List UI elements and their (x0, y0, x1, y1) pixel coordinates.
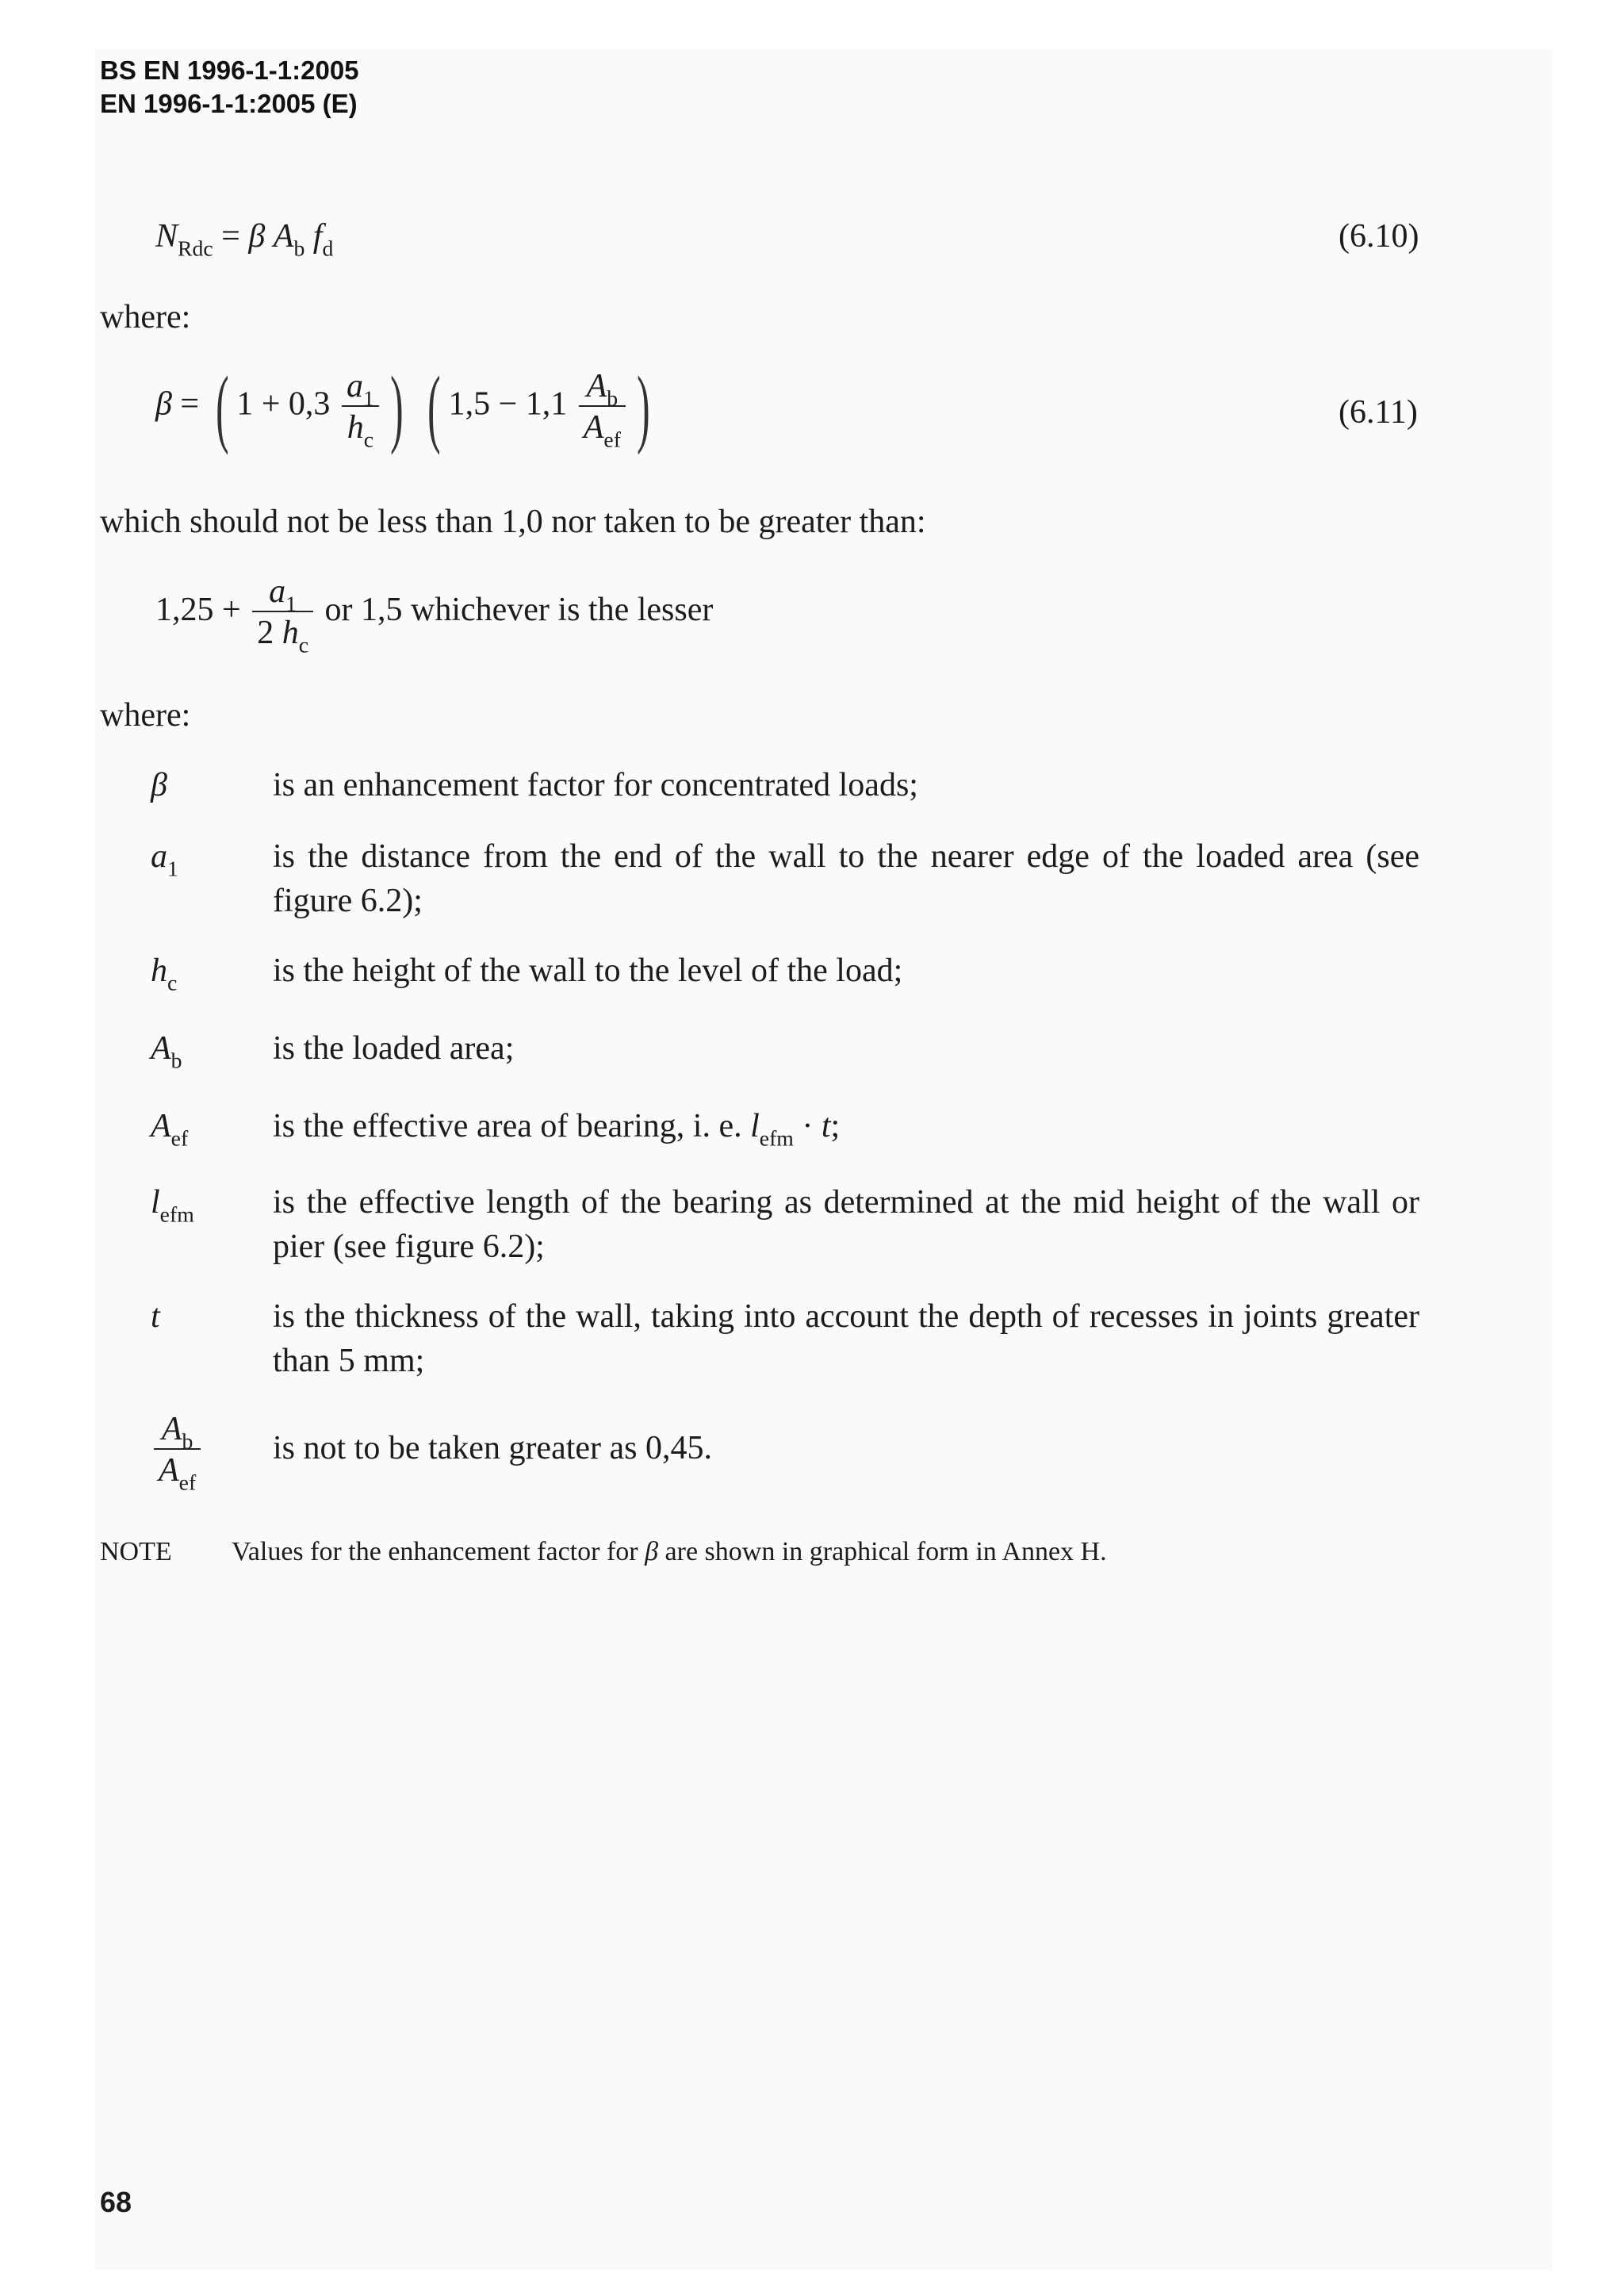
eq-symbol-a: A (273, 218, 294, 255)
eq-equals: = (180, 385, 200, 423)
where-label: where: (100, 299, 191, 335)
definition-symbol: $a_1$ (151, 838, 178, 881)
limit-expression (155, 573, 714, 657)
eq-symbol-beta: β (155, 385, 172, 423)
definition-text: is the height of the wall to the level of the load; (273, 953, 903, 989)
definition-symbol: t (151, 1298, 160, 1335)
eq-constant: 1,5 − 1,1 (448, 385, 568, 423)
definition-text: is an enhancement factor for concentrated loads; (273, 767, 918, 803)
definition-text: is the effective length of the bearing as determined at the mid height of the wall or pier (see figure 6.2); (273, 1184, 1419, 1265)
limit-tail-text: or 1,5 whichever is the lesser (324, 591, 714, 628)
note-label: NOTE (100, 1537, 172, 1566)
definition-symbol: $h_c$ (151, 953, 178, 995)
definition-text: is the effective area of bearing, i. e. $l_{efm} \cdot t$; (273, 1108, 841, 1151)
eq-term-2: ( 1,5 − 1,1 $\frac{A_b}{A_{ef}}$ ) (427, 358, 650, 455)
definition-symbol: $A_b$ (151, 1030, 182, 1073)
page-number: 68 (100, 2186, 132, 2218)
eq-symbol-f: f (312, 218, 323, 255)
eq-fraction: $\frac{A_b}{A_{ef}}$ (579, 367, 626, 447)
standard-code-european: EN 1996-1-1:2005 (E) (100, 89, 358, 118)
limit-statement: which should not be less than 1,0 nor taken to be greater than: (100, 504, 926, 540)
equation-number: (6.11) (1339, 394, 1418, 431)
eq-subscript-rdc: Rdc (178, 236, 213, 261)
eq-constant: 1,25 + (155, 591, 241, 628)
equation-6-10 (155, 214, 333, 259)
equation-number: (6.10) (1339, 218, 1419, 255)
eq-fraction: $\frac{a_1}{h_c}$ (342, 367, 379, 447)
ratio-fraction: $\frac{A_b}{A_{ef}}$ (154, 1410, 201, 1490)
where-label: where: (100, 697, 191, 734)
definition-symbol: $l_{efm}$ (151, 1184, 194, 1227)
eq-subscript-b: b (293, 236, 305, 261)
definition-text: is the thickness of the wall, taking into account the depth of recesses in joints greater than 5 mm; (273, 1298, 1419, 1379)
eq-equals: = (221, 218, 240, 255)
equation-6-11 (155, 358, 658, 455)
eq-symbol-n: N (155, 218, 178, 255)
definition-symbol: β (151, 767, 167, 803)
eq-fraction: $\frac{a_1}{2 h_c}$ (252, 573, 313, 653)
eq-symbol-beta: β (248, 218, 266, 255)
definition-text: is the loaded area; (273, 1030, 515, 1067)
definition-text: is the distance from the end of the wall to the nearer edge of the loaded area (see figure 6.2); (273, 838, 1419, 919)
definition-symbol: $A_{ef}$ (151, 1108, 189, 1151)
eq-term-1: ( 1 + 0,3 $\frac{a_1}{h_c}$ ) (215, 358, 404, 455)
standard-code: BS EN 1996-1-1:2005 (100, 56, 359, 85)
eq-subscript-d: d (322, 236, 334, 261)
note-text: Values for the enhancement factor for β are shown in graphical form in Annex H. (232, 1537, 1107, 1566)
definition-symbol (151, 1410, 204, 1495)
standard-header (100, 54, 359, 121)
eq-constant: 1 + 0,3 (236, 385, 331, 423)
definition-text: is not to be taken greater as 0,45. (273, 1430, 712, 1466)
